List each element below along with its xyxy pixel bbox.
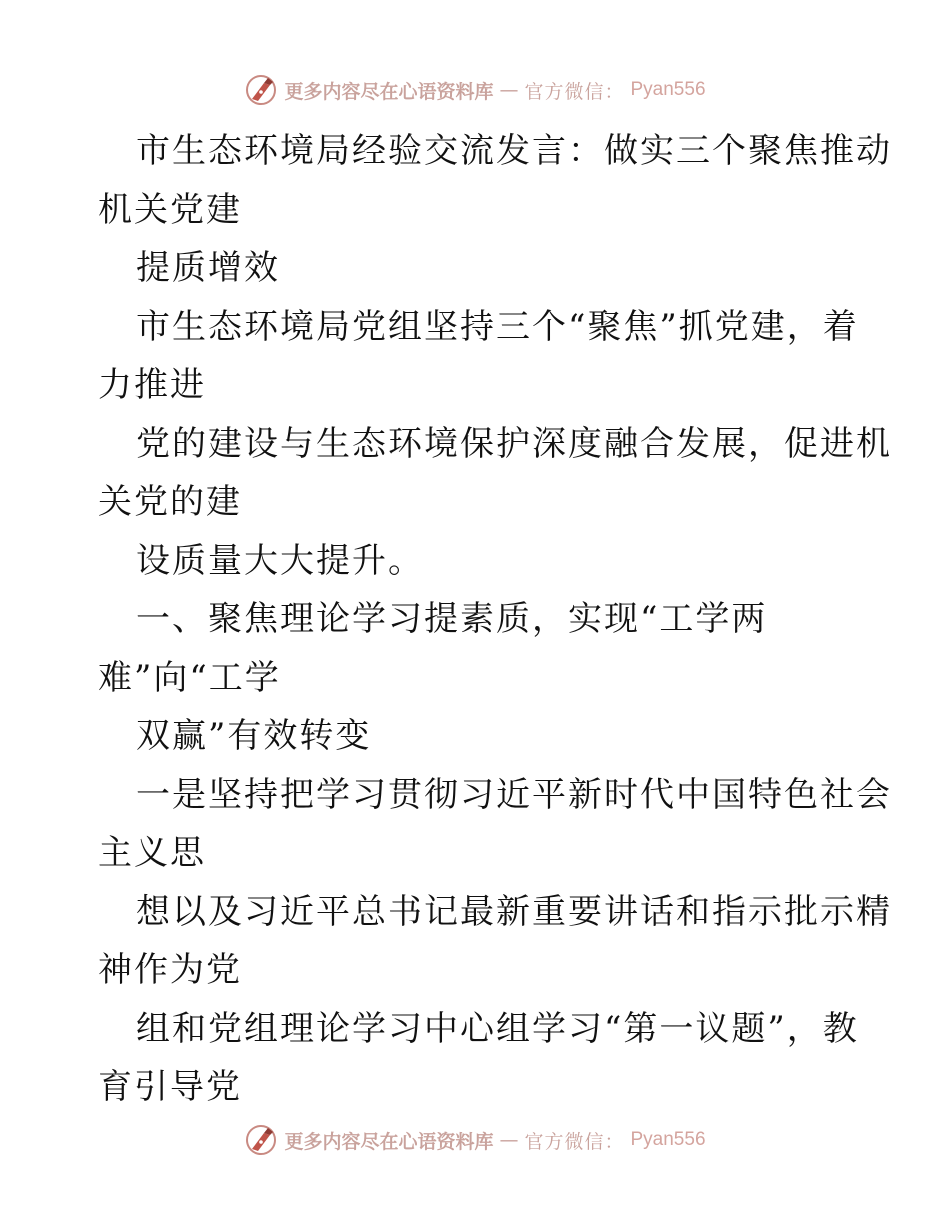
pen-nib-logo-icon [244,73,278,107]
footer-watermark [0,1120,950,1160]
watermark-dash: — [499,79,519,101]
header-watermark [0,70,950,110]
paragraph-line: 想以及习近平总书记最新重要讲话和指示批示精 [136,891,892,932]
title-line-2: 机关党建 [98,189,242,230]
watermark-brand: 更多内容尽在心语资料库 [284,1130,494,1153]
title-line-3: 提质增效 [136,248,280,288]
watermark-label: 官方微信： [524,80,625,103]
paragraph-line: 组和党组理论学习中心组学习“第一议题”，教 [136,1008,859,1049]
paragraph-line: 市生态环境局党组坚持三个“聚焦”抓党建，着 [136,306,859,347]
paragraph-line: 设质量大大提升。 [136,540,424,581]
watermark-id: Pyan556 [630,79,706,100]
title-line-1: 市生态环境局经验交流发言：做实三个聚焦推动 [136,131,892,171]
watermark-brand: 更多内容尽在心语资料库 [284,80,494,103]
watermark-id: Pyan556 [630,1129,706,1150]
section-heading-line: 一、聚焦理论学习提素质，实现“工学两 [136,599,768,639]
document-body [98,122,892,1117]
paragraph-line: 神作为党 [98,950,242,990]
section-heading-line: 双赢”有效转变 [136,716,372,756]
watermark-dash: — [499,1129,519,1151]
paragraph-line: 主义思 [98,833,206,873]
paragraph-line: 力推进 [98,365,206,405]
watermark-label: 官方微信： [524,1130,625,1153]
paragraph-line: 育引导党 [98,1067,242,1107]
paragraph-line: 一是坚持把学习贯彻习近平新时代中国特色社会 [136,774,892,815]
pen-nib-logo-icon [244,1123,278,1157]
section-heading-line: 难”向“工学 [98,657,281,698]
paragraph-line: 关党的建 [98,482,242,522]
paragraph-line: 党的建设与生态环境保护深度融合发展，促进机 [136,423,892,464]
